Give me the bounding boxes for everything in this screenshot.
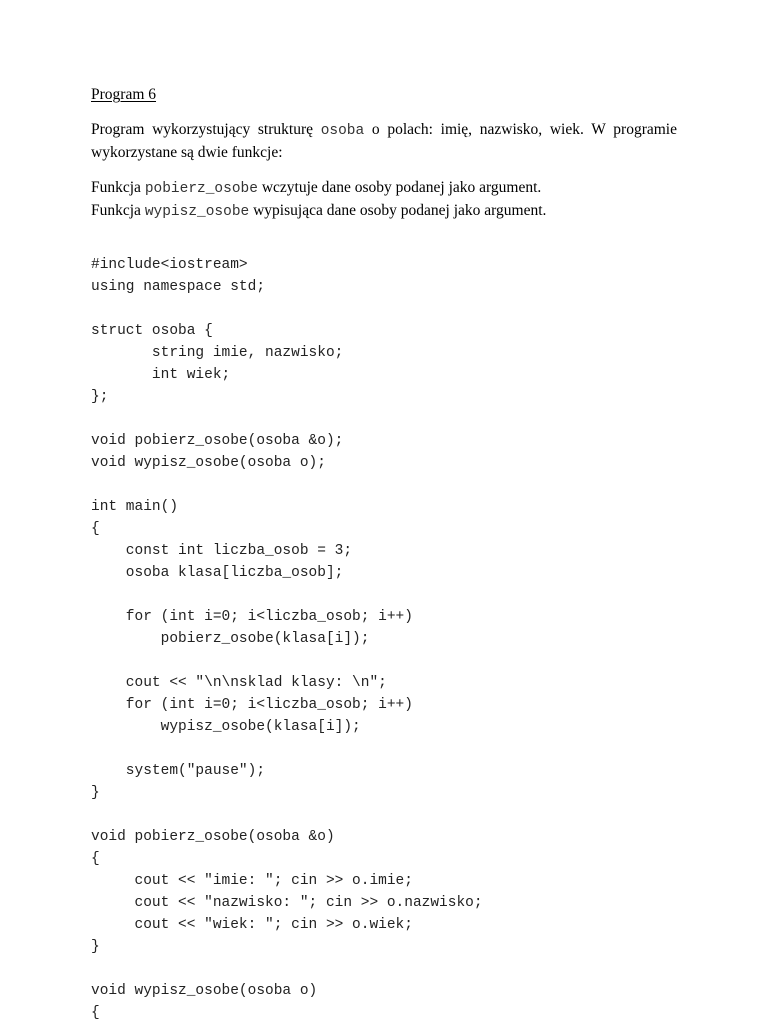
code-line: void pobierz_osobe(osoba &o);: [91, 433, 344, 449]
code-line: [91, 584, 483, 606]
code-line: osoba klasa[liczba_osob];: [91, 565, 344, 581]
code-line: [91, 474, 483, 496]
document-title: Program 6: [91, 86, 157, 103]
code-line: using namespace std;: [91, 279, 266, 295]
code-line: system("pause");: [91, 763, 266, 779]
code-line: }: [91, 785, 100, 801]
code-line: {: [91, 521, 100, 537]
code-line: [91, 408, 483, 430]
code-listing: [91, 254, 483, 1024]
code-line: for (int i=0; i<liczba_osob; i++): [91, 609, 413, 625]
code-line: #include<iostream>: [91, 257, 248, 273]
code-line: cout << "\n\nsklad klasy: \n";: [91, 675, 387, 691]
function-description: wypisująca dane osoby podanej jako argument.: [249, 202, 547, 219]
code-line: struct osoba {: [91, 323, 213, 339]
intro-paragraph: [91, 119, 677, 163]
code-line: int wiek;: [91, 367, 231, 383]
code-line: cout << "imie: "; cin >> o.imie;: [91, 873, 413, 889]
code-line: [91, 958, 483, 980]
code-line: cout << "nazwisko: "; cin >> o.nazwisko;: [91, 895, 483, 911]
code-line: }: [91, 939, 100, 955]
function-description: wczytuje dane osoby podanej jako argument.: [257, 179, 542, 196]
code-line: for (int i=0; i<liczba_osob; i++): [91, 697, 413, 713]
code-line: cout << "wiek: "; cin >> o.wiek;: [91, 917, 413, 933]
intro-text-before: Program wykorzystujący strukturę: [91, 121, 321, 138]
code-line: [91, 650, 483, 672]
function-descriptions: [91, 177, 546, 223]
function-prefix: Funkcja: [91, 202, 145, 219]
intro-text-after: o polach: imię, nazwisko, wiek. W programie wykorzystane są dwie funkcje:: [91, 121, 677, 161]
function-name-code: pobierz_osobe: [144, 181, 258, 197]
struct-name-code: osoba: [320, 123, 365, 139]
code-line: {: [91, 1005, 100, 1021]
code-line: pobierz_osobe(klasa[i]);: [91, 631, 370, 647]
function-description-line: [91, 200, 546, 223]
function-name-code: wypisz_osobe: [144, 204, 250, 220]
code-line: int main(): [91, 499, 179, 515]
function-description-line: [91, 177, 546, 200]
code-line: [91, 298, 483, 320]
code-line: [91, 804, 483, 826]
function-prefix: Funkcja: [91, 179, 145, 196]
code-line: void pobierz_osobe(osoba &o): [91, 829, 335, 845]
code-line: [91, 738, 483, 760]
code-line: };: [91, 389, 109, 405]
code-line: string imie, nazwisko;: [91, 345, 344, 361]
code-line: {: [91, 851, 100, 867]
code-line: wypisz_osobe(klasa[i]);: [91, 719, 361, 735]
code-line: void wypisz_osobe(osoba o);: [91, 455, 326, 471]
code-line: const int liczba_osob = 3;: [91, 543, 353, 559]
code-line: void wypisz_osobe(osoba o): [91, 983, 318, 999]
